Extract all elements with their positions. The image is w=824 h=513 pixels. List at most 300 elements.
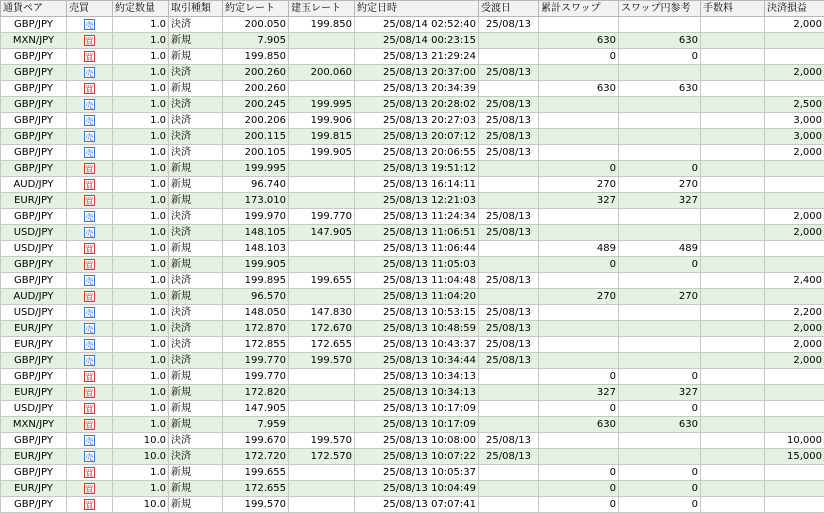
cell-pair: GBP/JPY bbox=[1, 353, 67, 369]
cell-fee bbox=[701, 321, 765, 337]
cell-qty: 1.0 bbox=[113, 465, 169, 481]
cell-qty: 1.0 bbox=[113, 225, 169, 241]
cell-fee bbox=[701, 177, 765, 193]
cell-qty: 10.0 bbox=[113, 497, 169, 513]
cell-open-rate bbox=[289, 161, 355, 177]
cell-swap-yen: 0 bbox=[619, 481, 701, 497]
table-row[interactable] bbox=[1, 401, 824, 417]
cell-rate: 7.959 bbox=[223, 417, 289, 433]
cell-pnl: 2,000 bbox=[765, 209, 824, 225]
cell-pair: GBP/JPY bbox=[1, 497, 67, 513]
cell-type: 決済 bbox=[169, 273, 223, 289]
cell-swap-yen: 489 bbox=[619, 241, 701, 257]
cell-pnl: 2,400 bbox=[765, 273, 824, 289]
cell-open-rate: 200.060 bbox=[289, 65, 355, 81]
header-open-rate[interactable]: 建玉レート bbox=[289, 1, 355, 17]
cell-open-rate bbox=[289, 177, 355, 193]
sell-badge-icon: 売 bbox=[84, 435, 95, 446]
cell-swap: 0 bbox=[539, 257, 619, 273]
table-row[interactable] bbox=[1, 177, 824, 193]
cell-fee bbox=[701, 225, 765, 241]
cell-swap-yen bbox=[619, 209, 701, 225]
cell-qty: 1.0 bbox=[113, 209, 169, 225]
cell-swap-yen: 0 bbox=[619, 161, 701, 177]
buy-badge-icon: 買 bbox=[84, 35, 95, 46]
header-pnl[interactable]: 決済損益 bbox=[765, 1, 824, 17]
cell-fee bbox=[701, 97, 765, 113]
cell-pair: GBP/JPY bbox=[1, 17, 67, 33]
cell-rate: 172.655 bbox=[223, 481, 289, 497]
cell-qty: 1.0 bbox=[113, 17, 169, 33]
cell-swap bbox=[539, 113, 619, 129]
cell-settle bbox=[479, 81, 539, 97]
cell-rate: 148.105 bbox=[223, 225, 289, 241]
cell-rate: 172.855 bbox=[223, 337, 289, 353]
table-row[interactable] bbox=[1, 497, 824, 513]
cell-type: 新規 bbox=[169, 481, 223, 497]
cell-open-rate: 147.830 bbox=[289, 305, 355, 321]
cell-rate: 199.970 bbox=[223, 209, 289, 225]
cell-qty: 1.0 bbox=[113, 177, 169, 193]
cell-rate: 199.895 bbox=[223, 273, 289, 289]
cell-qty: 1.0 bbox=[113, 273, 169, 289]
cell-pair: AUD/JPY bbox=[1, 289, 67, 305]
cell-datetime: 25/08/13 11:06:44 bbox=[355, 241, 479, 257]
cell-side bbox=[67, 401, 113, 417]
cell-qty: 1.0 bbox=[113, 257, 169, 273]
cell-fee bbox=[701, 145, 765, 161]
cell-side bbox=[67, 369, 113, 385]
cell-swap-yen bbox=[619, 353, 701, 369]
table-row[interactable] bbox=[1, 241, 824, 257]
cell-swap bbox=[539, 65, 619, 81]
cell-swap-yen bbox=[619, 65, 701, 81]
cell-datetime: 25/08/13 10:04:49 bbox=[355, 481, 479, 497]
table-row[interactable] bbox=[1, 193, 824, 209]
cell-settle bbox=[479, 289, 539, 305]
header-pair[interactable]: 通貨ペア bbox=[1, 1, 67, 17]
cell-datetime: 25/08/13 20:37:00 bbox=[355, 65, 479, 81]
cell-datetime: 25/08/13 10:34:13 bbox=[355, 369, 479, 385]
cell-pnl: 10,000 bbox=[765, 433, 824, 449]
cell-rate: 172.870 bbox=[223, 321, 289, 337]
cell-rate: 199.570 bbox=[223, 497, 289, 513]
cell-datetime: 25/08/13 10:17:09 bbox=[355, 401, 479, 417]
cell-type: 決済 bbox=[169, 129, 223, 145]
cell-side bbox=[67, 465, 113, 481]
table-row[interactable] bbox=[1, 209, 824, 225]
cell-qty: 1.0 bbox=[113, 289, 169, 305]
cell-type: 新規 bbox=[169, 177, 223, 193]
sell-badge-icon: 売 bbox=[84, 323, 95, 334]
cell-swap bbox=[539, 145, 619, 161]
table-row[interactable] bbox=[1, 225, 824, 241]
cell-qty: 1.0 bbox=[113, 321, 169, 337]
cell-type: 新規 bbox=[169, 33, 223, 49]
cell-datetime: 25/08/13 11:24:34 bbox=[355, 209, 479, 225]
header-datetime[interactable]: 約定日時 bbox=[355, 1, 479, 17]
cell-qty: 1.0 bbox=[113, 33, 169, 49]
cell-pnl bbox=[765, 257, 824, 273]
cell-datetime: 25/08/14 02:52:40 bbox=[355, 17, 479, 33]
cell-settle: 25/08/13 bbox=[479, 17, 539, 33]
cell-side bbox=[67, 273, 113, 289]
cell-swap-yen bbox=[619, 337, 701, 353]
cell-datetime: 25/08/13 11:05:03 bbox=[355, 257, 479, 273]
cell-datetime: 25/08/13 10:53:15 bbox=[355, 305, 479, 321]
cell-side bbox=[67, 145, 113, 161]
cell-swap: 489 bbox=[539, 241, 619, 257]
header-swap-yen[interactable]: スワップ円参考 bbox=[619, 1, 701, 17]
cell-swap bbox=[539, 305, 619, 321]
cell-open-rate bbox=[289, 497, 355, 513]
cell-rate: 200.260 bbox=[223, 81, 289, 97]
table-row[interactable] bbox=[1, 353, 824, 369]
cell-rate: 148.103 bbox=[223, 241, 289, 257]
cell-fee bbox=[701, 353, 765, 369]
cell-pair: GBP/JPY bbox=[1, 257, 67, 273]
sell-badge-icon: 売 bbox=[84, 19, 95, 30]
cell-qty: 1.0 bbox=[113, 369, 169, 385]
cell-open-rate bbox=[289, 417, 355, 433]
cell-pair: GBP/JPY bbox=[1, 129, 67, 145]
cell-pnl bbox=[765, 385, 824, 401]
cell-swap: 270 bbox=[539, 177, 619, 193]
cell-type: 決済 bbox=[169, 97, 223, 113]
cell-open-rate: 172.570 bbox=[289, 449, 355, 465]
cell-swap-yen: 630 bbox=[619, 33, 701, 49]
header-fee[interactable]: 手数料 bbox=[701, 1, 765, 17]
cell-swap-yen bbox=[619, 145, 701, 161]
cell-fee bbox=[701, 129, 765, 145]
cell-qty: 1.0 bbox=[113, 129, 169, 145]
sell-badge-icon: 売 bbox=[84, 67, 95, 78]
cell-rate: 199.670 bbox=[223, 433, 289, 449]
cell-pair: GBP/JPY bbox=[1, 49, 67, 65]
table-row[interactable] bbox=[1, 33, 824, 49]
cell-pair: GBP/JPY bbox=[1, 65, 67, 81]
cell-fee bbox=[701, 465, 765, 481]
cell-type: 新規 bbox=[169, 81, 223, 97]
cell-pair: EUR/JPY bbox=[1, 321, 67, 337]
cell-swap-yen bbox=[619, 113, 701, 129]
cell-datetime: 25/08/13 16:14:11 bbox=[355, 177, 479, 193]
cell-open-rate bbox=[289, 481, 355, 497]
cell-type: 決済 bbox=[169, 433, 223, 449]
table-row[interactable] bbox=[1, 145, 824, 161]
cell-open-rate: 199.850 bbox=[289, 17, 355, 33]
cell-pnl: 2,200 bbox=[765, 305, 824, 321]
table-row[interactable] bbox=[1, 129, 824, 145]
table-row[interactable] bbox=[1, 81, 824, 97]
cell-qty: 10.0 bbox=[113, 449, 169, 465]
cell-rate: 147.905 bbox=[223, 401, 289, 417]
sell-badge-icon: 売 bbox=[84, 275, 95, 286]
table-row[interactable] bbox=[1, 385, 824, 401]
cell-qty: 1.0 bbox=[113, 353, 169, 369]
cell-datetime: 25/08/13 20:28:02 bbox=[355, 97, 479, 113]
cell-open-rate bbox=[289, 369, 355, 385]
cell-type: 決済 bbox=[169, 337, 223, 353]
cell-pair: EUR/JPY bbox=[1, 193, 67, 209]
cell-settle bbox=[479, 385, 539, 401]
buy-badge-icon: 買 bbox=[84, 291, 95, 302]
buy-badge-icon: 買 bbox=[84, 195, 95, 206]
cell-type: 新規 bbox=[169, 465, 223, 481]
table-row[interactable] bbox=[1, 481, 824, 497]
cell-swap: 327 bbox=[539, 385, 619, 401]
cell-fee bbox=[701, 337, 765, 353]
buy-badge-icon: 買 bbox=[84, 179, 95, 190]
cell-open-rate: 199.906 bbox=[289, 113, 355, 129]
cell-datetime: 25/08/13 10:07:22 bbox=[355, 449, 479, 465]
cell-type: 新規 bbox=[169, 289, 223, 305]
cell-swap-yen bbox=[619, 97, 701, 113]
buy-badge-icon: 買 bbox=[84, 483, 95, 494]
cell-datetime: 25/08/13 10:05:37 bbox=[355, 465, 479, 481]
cell-settle: 25/08/13 bbox=[479, 273, 539, 289]
table-row[interactable] bbox=[1, 17, 824, 33]
cell-rate: 96.740 bbox=[223, 177, 289, 193]
buy-badge-icon: 買 bbox=[84, 83, 95, 94]
cell-datetime: 25/08/13 20:07:12 bbox=[355, 129, 479, 145]
cell-side bbox=[67, 321, 113, 337]
table-row[interactable] bbox=[1, 97, 824, 113]
cell-pair: AUD/JPY bbox=[1, 177, 67, 193]
sell-badge-icon: 売 bbox=[84, 355, 95, 366]
cell-swap-yen: 0 bbox=[619, 497, 701, 513]
cell-type: 決済 bbox=[169, 145, 223, 161]
cell-datetime: 25/08/13 10:08:00 bbox=[355, 433, 479, 449]
cell-swap-yen bbox=[619, 129, 701, 145]
cell-qty: 1.0 bbox=[113, 49, 169, 65]
cell-pnl: 2,000 bbox=[765, 145, 824, 161]
cell-fee bbox=[701, 369, 765, 385]
cell-swap bbox=[539, 273, 619, 289]
cell-rate: 200.245 bbox=[223, 97, 289, 113]
cell-fee bbox=[701, 273, 765, 289]
header-rate[interactable]: 約定レート bbox=[223, 1, 289, 17]
cell-settle bbox=[479, 401, 539, 417]
cell-pair: USD/JPY bbox=[1, 401, 67, 417]
cell-settle: 25/08/13 bbox=[479, 209, 539, 225]
cell-side bbox=[67, 17, 113, 33]
cell-settle: 25/08/13 bbox=[479, 113, 539, 129]
cell-swap-yen bbox=[619, 433, 701, 449]
cell-open-rate bbox=[289, 465, 355, 481]
cell-open-rate: 199.815 bbox=[289, 129, 355, 145]
cell-fee bbox=[701, 49, 765, 65]
sell-badge-icon: 売 bbox=[84, 99, 95, 110]
cell-open-rate bbox=[289, 81, 355, 97]
cell-swap bbox=[539, 129, 619, 145]
cell-swap bbox=[539, 209, 619, 225]
cell-qty: 1.0 bbox=[113, 481, 169, 497]
cell-settle: 25/08/13 bbox=[479, 449, 539, 465]
table-row[interactable] bbox=[1, 337, 824, 353]
cell-pnl bbox=[765, 161, 824, 177]
cell-type: 決済 bbox=[169, 449, 223, 465]
cell-side bbox=[67, 65, 113, 81]
cell-fee bbox=[701, 417, 765, 433]
cell-swap bbox=[539, 321, 619, 337]
cell-side bbox=[67, 209, 113, 225]
cell-type: 新規 bbox=[169, 369, 223, 385]
cell-fee bbox=[701, 257, 765, 273]
cell-rate: 173.010 bbox=[223, 193, 289, 209]
cell-pair: GBP/JPY bbox=[1, 369, 67, 385]
cell-side bbox=[67, 433, 113, 449]
cell-side bbox=[67, 161, 113, 177]
cell-type: 新規 bbox=[169, 193, 223, 209]
header-side[interactable]: 売買 bbox=[67, 1, 113, 17]
cell-type: 決済 bbox=[169, 17, 223, 33]
cell-pnl bbox=[765, 241, 824, 257]
cell-side bbox=[67, 225, 113, 241]
cell-settle: 25/08/13 bbox=[479, 65, 539, 81]
cell-fee bbox=[701, 497, 765, 513]
table-row[interactable] bbox=[1, 417, 824, 433]
table-row[interactable] bbox=[1, 273, 824, 289]
table-row[interactable] bbox=[1, 257, 824, 273]
cell-open-rate bbox=[289, 33, 355, 49]
cell-type: 新規 bbox=[169, 385, 223, 401]
cell-rate: 200.050 bbox=[223, 17, 289, 33]
cell-side bbox=[67, 481, 113, 497]
cell-swap: 630 bbox=[539, 81, 619, 97]
cell-settle bbox=[479, 257, 539, 273]
cell-settle bbox=[479, 161, 539, 177]
cell-qty: 1.0 bbox=[113, 241, 169, 257]
cell-swap bbox=[539, 449, 619, 465]
table-header bbox=[1, 1, 824, 17]
cell-swap: 327 bbox=[539, 193, 619, 209]
table-row[interactable] bbox=[1, 433, 824, 449]
table-row[interactable] bbox=[1, 321, 824, 337]
buy-badge-icon: 買 bbox=[84, 259, 95, 270]
cell-rate: 199.770 bbox=[223, 353, 289, 369]
cell-settle bbox=[479, 481, 539, 497]
cell-rate: 199.850 bbox=[223, 49, 289, 65]
cell-type: 新規 bbox=[169, 497, 223, 513]
cell-swap: 630 bbox=[539, 33, 619, 49]
table-row[interactable] bbox=[1, 465, 824, 481]
cell-rate: 199.995 bbox=[223, 161, 289, 177]
cell-pair: GBP/JPY bbox=[1, 209, 67, 225]
cell-type: 新規 bbox=[169, 241, 223, 257]
cell-rate: 200.206 bbox=[223, 113, 289, 129]
buy-badge-icon: 買 bbox=[84, 371, 95, 382]
cell-pnl bbox=[765, 401, 824, 417]
cell-settle bbox=[479, 497, 539, 513]
cell-fee bbox=[701, 17, 765, 33]
header-type[interactable]: 取引種類 bbox=[169, 1, 223, 17]
cell-pair: USD/JPY bbox=[1, 225, 67, 241]
cell-swap: 0 bbox=[539, 481, 619, 497]
cell-fee bbox=[701, 161, 765, 177]
buy-badge-icon: 買 bbox=[84, 467, 95, 478]
cell-open-rate: 172.670 bbox=[289, 321, 355, 337]
cell-side bbox=[67, 49, 113, 65]
cell-qty: 1.0 bbox=[113, 385, 169, 401]
cell-type: 決済 bbox=[169, 321, 223, 337]
cell-pair: GBP/JPY bbox=[1, 433, 67, 449]
cell-pair: GBP/JPY bbox=[1, 145, 67, 161]
sell-badge-icon: 売 bbox=[84, 307, 95, 318]
cell-swap-yen: 327 bbox=[619, 193, 701, 209]
table-row[interactable] bbox=[1, 305, 824, 321]
cell-open-rate: 147.905 bbox=[289, 225, 355, 241]
cell-datetime: 25/08/13 11:04:20 bbox=[355, 289, 479, 305]
header-settle[interactable]: 受渡日 bbox=[479, 1, 539, 17]
cell-side bbox=[67, 193, 113, 209]
cell-settle bbox=[479, 417, 539, 433]
cell-swap: 0 bbox=[539, 161, 619, 177]
sell-badge-icon: 売 bbox=[84, 147, 95, 158]
cell-datetime: 25/08/13 19:51:12 bbox=[355, 161, 479, 177]
cell-rate: 148.050 bbox=[223, 305, 289, 321]
cell-settle: 25/08/13 bbox=[479, 433, 539, 449]
cell-swap bbox=[539, 225, 619, 241]
cell-swap-yen: 630 bbox=[619, 417, 701, 433]
cell-qty: 1.0 bbox=[113, 81, 169, 97]
cell-datetime: 25/08/13 11:04:48 bbox=[355, 273, 479, 289]
header-qty[interactable]: 約定数量 bbox=[113, 1, 169, 17]
cell-pnl bbox=[765, 81, 824, 97]
cell-fee bbox=[701, 241, 765, 257]
cell-qty: 1.0 bbox=[113, 145, 169, 161]
cell-settle bbox=[479, 369, 539, 385]
cell-type: 決済 bbox=[169, 209, 223, 225]
table-row[interactable] bbox=[1, 49, 824, 65]
cell-datetime: 25/08/13 21:29:24 bbox=[355, 49, 479, 65]
cell-open-rate: 172.655 bbox=[289, 337, 355, 353]
cell-open-rate bbox=[289, 289, 355, 305]
cell-pair: EUR/JPY bbox=[1, 385, 67, 401]
cell-pair: MXN/JPY bbox=[1, 417, 67, 433]
cell-qty: 1.0 bbox=[113, 65, 169, 81]
cell-type: 決済 bbox=[169, 305, 223, 321]
cell-qty: 1.0 bbox=[113, 417, 169, 433]
cell-pair: EUR/JPY bbox=[1, 337, 67, 353]
cell-type: 決済 bbox=[169, 353, 223, 369]
cell-side bbox=[67, 305, 113, 321]
cell-datetime: 25/08/13 11:06:51 bbox=[355, 225, 479, 241]
cell-pair: EUR/JPY bbox=[1, 481, 67, 497]
buy-badge-icon: 買 bbox=[84, 387, 95, 398]
cell-pair: GBP/JPY bbox=[1, 113, 67, 129]
table-row[interactable] bbox=[1, 369, 824, 385]
cell-swap bbox=[539, 433, 619, 449]
table-row[interactable] bbox=[1, 113, 824, 129]
cell-open-rate bbox=[289, 401, 355, 417]
cell-settle: 25/08/13 bbox=[479, 129, 539, 145]
cell-pnl: 15,000 bbox=[765, 449, 824, 465]
buy-badge-icon: 買 bbox=[84, 163, 95, 174]
header-swap[interactable]: 累計スワップ bbox=[539, 1, 619, 17]
cell-pnl bbox=[765, 289, 824, 305]
cell-rate: 199.905 bbox=[223, 257, 289, 273]
table-row[interactable] bbox=[1, 65, 824, 81]
cell-rate: 199.770 bbox=[223, 369, 289, 385]
cell-settle bbox=[479, 241, 539, 257]
cell-side bbox=[67, 417, 113, 433]
table-row[interactable] bbox=[1, 289, 824, 305]
cell-pnl: 2,000 bbox=[765, 337, 824, 353]
cell-type: 新規 bbox=[169, 257, 223, 273]
table-row[interactable] bbox=[1, 449, 824, 465]
table-row[interactable] bbox=[1, 161, 824, 177]
